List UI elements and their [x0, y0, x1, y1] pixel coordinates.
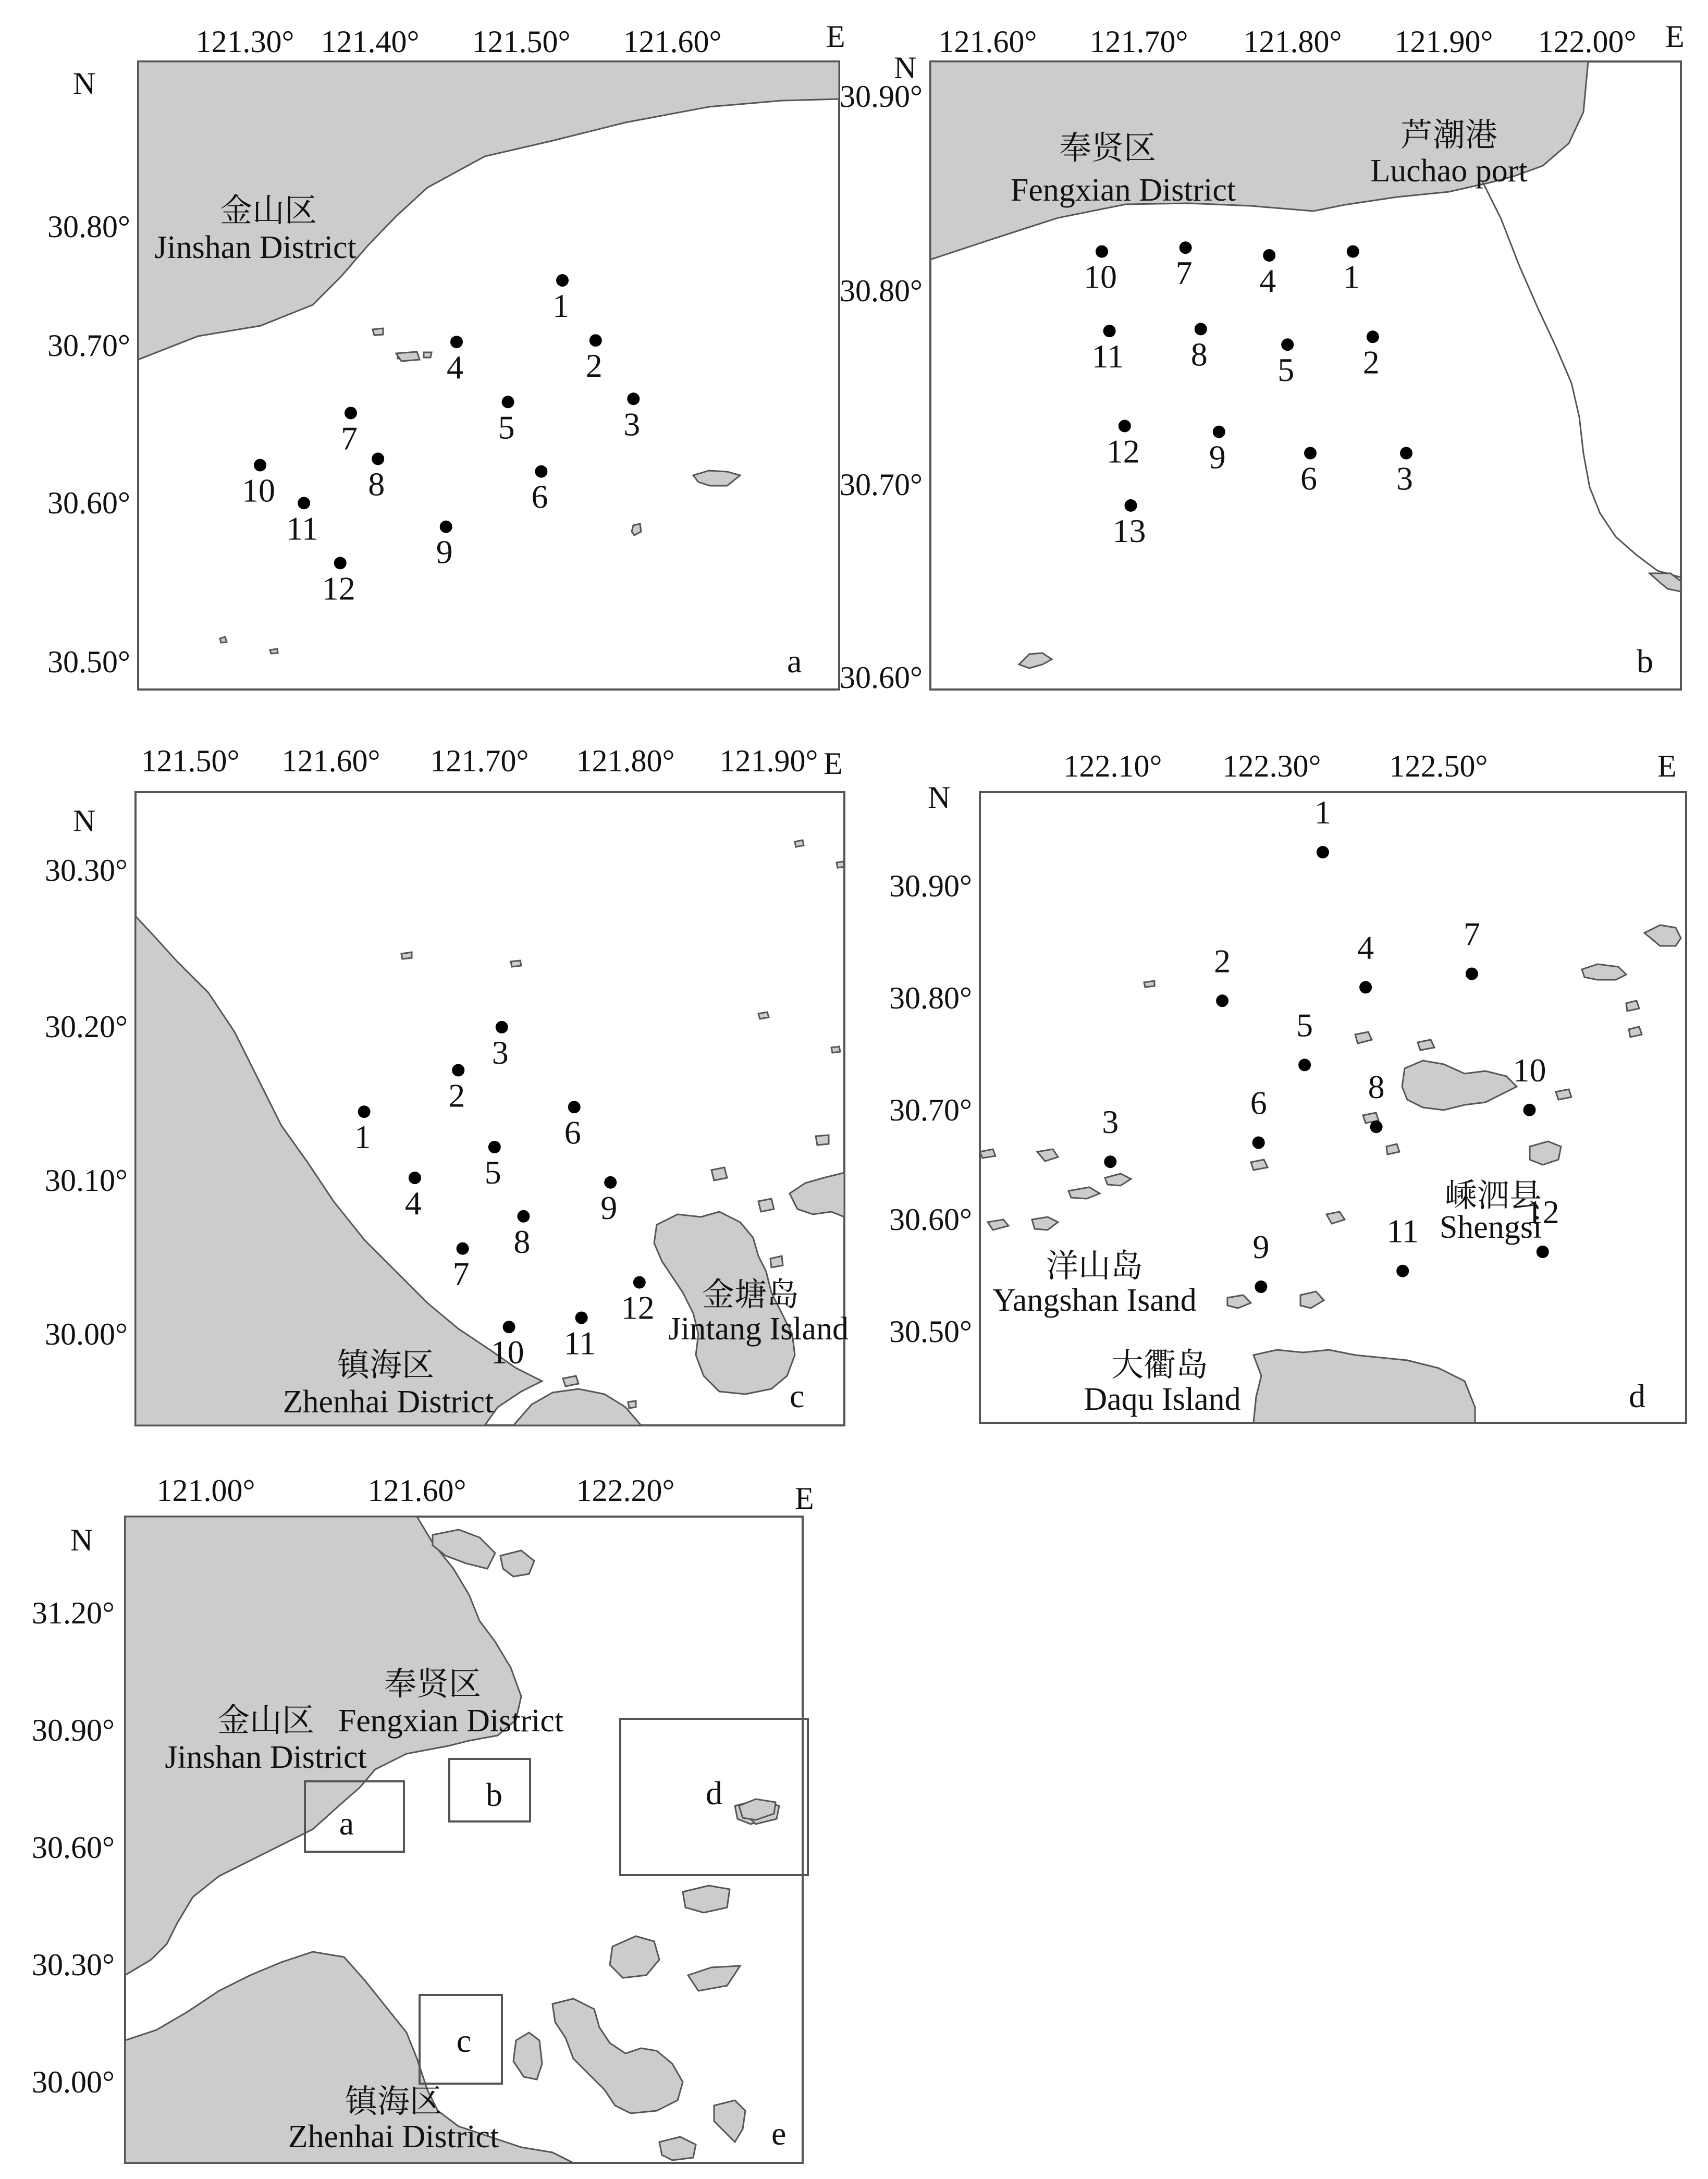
station-point [457, 1242, 469, 1255]
station-label: 5 [1277, 351, 1295, 389]
panel-c-islet [758, 1199, 774, 1212]
station-point [1304, 447, 1317, 460]
panel-d [889, 749, 1686, 1423]
station-point [1537, 1246, 1549, 1258]
station-point [1104, 1155, 1116, 1168]
station-label: 12 [1526, 1193, 1559, 1230]
station-point [604, 1176, 617, 1189]
station-label: 12 [621, 1289, 655, 1326]
panel-c-lat-tick-label: 30.20° [45, 1010, 128, 1044]
panel-c-north-label: N [73, 804, 96, 838]
panel-b-district-en: Fengxian District [1010, 173, 1236, 208]
station-label: 4 [404, 1185, 422, 1222]
station-point [1359, 981, 1372, 993]
panel-c-islet [563, 1376, 579, 1386]
panel-e-lat-tick-label: 30.90° [32, 1713, 115, 1747]
station-point [450, 336, 463, 348]
station-label: 11 [1386, 1212, 1419, 1250]
panel-c-islet [770, 1256, 783, 1267]
station-label: 1 [354, 1118, 371, 1156]
panel-a-north-label: N [73, 66, 96, 101]
panel-c-lat-tick-label: 30.00° [45, 1317, 128, 1351]
station-label: 11 [563, 1324, 596, 1362]
station-point [633, 1276, 646, 1289]
station-label: 1 [1314, 794, 1331, 831]
panel-a-district-cn: 金山区 [219, 193, 317, 229]
panel-b-lon-tick-label: 121.80° [1243, 24, 1342, 59]
station-point [1523, 1104, 1536, 1116]
station-point [1298, 1058, 1311, 1071]
panel-c-islet [511, 961, 521, 967]
station-label: 4 [1357, 929, 1374, 966]
panel-d-lon-tick-label: 122.10° [1063, 749, 1162, 783]
station-point [1317, 846, 1329, 858]
station-point [1367, 330, 1379, 343]
panel-c-lon-tick-label: 121.90° [719, 744, 818, 778]
station-point [556, 274, 569, 287]
panel-e-lon-tick-label: 122.20° [576, 1473, 675, 1508]
panel-e-north-label: N [70, 1523, 93, 1557]
station-label: 9 [436, 533, 453, 571]
panel-e [32, 1473, 814, 2163]
panel-c-lat-tick-label: 30.30° [45, 853, 128, 888]
station-point [575, 1312, 588, 1324]
panel-a-islet [424, 352, 432, 358]
station-label: 10 [1513, 1051, 1546, 1089]
panel-e-lon-tick-label: 121.60° [367, 1473, 466, 1508]
station-point [298, 497, 310, 509]
station-point [1255, 1281, 1267, 1293]
panel-a-lon-tick-label: 121.40° [321, 24, 420, 59]
panel-b-lat-tick-label: 30.80° [840, 274, 923, 308]
station-point [372, 452, 384, 465]
panel-c-islet [711, 1167, 727, 1180]
panel-e-east-label: E [795, 1481, 814, 1516]
station-label: 10 [1084, 258, 1117, 296]
station-label: 4 [1259, 262, 1276, 299]
panel-c-letter: c [790, 1377, 805, 1414]
station-point [1125, 499, 1137, 512]
panel-e-fengxian-cn: 奉贤区 [384, 1667, 482, 1702]
panel-d-daqu-cn: 大衢岛 [1111, 1348, 1209, 1383]
station-label: 5 [484, 1154, 501, 1191]
panel-b-north-label: N [894, 51, 917, 85]
panel-b-lat-tick-label: 30.90° [840, 79, 923, 114]
panel-d-islet [1386, 1144, 1399, 1154]
station-label: 8 [513, 1223, 531, 1260]
panel-d-daqu-en: Daqu Island [1084, 1382, 1241, 1417]
station-label: 7 [1463, 915, 1480, 953]
panel-c-island-en: Jintang Island [668, 1311, 849, 1347]
station-label: 6 [531, 478, 548, 515]
panel-e-island [683, 1886, 730, 1913]
panel-c-east-label: E [824, 746, 843, 781]
station-label: 3 [1102, 1103, 1119, 1141]
panel-c-lon-tick-label: 121.70° [430, 744, 529, 778]
station-point [1213, 426, 1225, 438]
panel-d-yangshan-en: Yangshan Isand [992, 1283, 1197, 1318]
panel-d-islet [1629, 1027, 1642, 1037]
station-label: 5 [1296, 1006, 1313, 1044]
panel-c-lon-tick-label: 121.80° [576, 744, 675, 778]
panel-c-islet [401, 952, 412, 959]
panel-c-islet [628, 1401, 636, 1408]
station-point [1252, 1137, 1265, 1149]
panel-a-islet [373, 328, 383, 335]
panel-a-lat-tick-label: 30.80° [47, 210, 130, 244]
station-label: 3 [491, 1033, 509, 1071]
station-point [1263, 249, 1275, 262]
station-point [488, 1141, 501, 1153]
panel-c-lon-tick-label: 121.60° [281, 744, 380, 778]
panel-c-district-en: Zhenhai District [282, 1384, 494, 1420]
panel-c-lon-tick-label: 121.50° [141, 744, 240, 778]
station-label: 3 [623, 405, 641, 443]
panel-e-lat-tick-label: 30.60° [32, 1830, 115, 1865]
station-label: 7 [1175, 254, 1193, 292]
station-label: 9 [1209, 438, 1226, 476]
panel-b-lat-tick-label: 30.70° [840, 467, 923, 502]
panel-b-lon-tick-label: 121.60° [938, 24, 1037, 59]
station-label: 2 [1362, 343, 1380, 381]
station-point [1370, 1121, 1383, 1133]
station-point [1400, 447, 1412, 460]
station-label: 12 [1106, 433, 1140, 470]
panel-c-islet [837, 861, 844, 868]
panel-a-district-en: Jinshan District [154, 230, 357, 265]
panel-b-lat-tick-label: 30.60° [840, 660, 923, 695]
station-point [1103, 325, 1116, 337]
panel-d-islet [1626, 1001, 1639, 1011]
station-point [517, 1210, 530, 1223]
station-point [452, 1064, 464, 1077]
panel-a-islet [220, 637, 227, 643]
panel-d-islet [1418, 1040, 1434, 1050]
panel-c [45, 744, 849, 1425]
panel-e-fengxian-en: Fengxian District [338, 1703, 564, 1739]
station-label: 5 [498, 409, 515, 446]
panel-a-islet [396, 352, 420, 361]
panel-e-jinshan-en: Jinshan District [165, 1740, 367, 1775]
station-label: 13 [1112, 512, 1146, 549]
panel-b-east-label: E [1665, 19, 1685, 54]
panel-e-inset-label: d [706, 1775, 722, 1812]
station-point [1096, 245, 1108, 258]
station-point [1119, 420, 1131, 432]
panel-e-inset-label: a [339, 1805, 354, 1842]
panel-e-lat-tick-label: 30.00° [32, 2065, 115, 2099]
station-label: 8 [368, 465, 385, 503]
station-point [1466, 968, 1478, 980]
panel-d-lat-tick-label: 30.50° [889, 1314, 972, 1349]
panel-d-lon-tick-label: 122.30° [1222, 749, 1321, 783]
station-label: 9 [600, 1189, 618, 1226]
station-label: 7 [452, 1255, 470, 1292]
station-point [627, 392, 640, 405]
panel-a-lon-tick-label: 121.60° [623, 24, 722, 59]
station-label: 11 [286, 510, 318, 547]
panel-d-lat-tick-label: 30.70° [889, 1093, 972, 1127]
station-label: 6 [564, 1114, 581, 1151]
station-label: 2 [1214, 942, 1231, 980]
panel-b [840, 19, 1685, 695]
station-point [496, 1021, 508, 1033]
panel-e-inset-label: c [456, 2022, 472, 2059]
panel-c-islet [816, 1135, 829, 1145]
station-label: 10 [242, 472, 275, 509]
panel-c-island-cn: 金塘岛 [702, 1277, 800, 1313]
panel-d-lat-tick-label: 30.80° [889, 981, 972, 1015]
panel-e-jinshan-cn: 金山区 [217, 1703, 315, 1739]
station-point [409, 1172, 421, 1184]
panel-e-zhenhai-en: Zhenhai District [288, 2119, 499, 2155]
station-label: 4 [447, 349, 463, 386]
panel-d-north-label: N [928, 780, 951, 815]
station-label: 11 [1091, 338, 1124, 375]
station-label: 2 [585, 347, 603, 385]
station-point [503, 1321, 515, 1333]
panel-d-lon-tick-label: 122.50° [1389, 749, 1488, 783]
station-label: 8 [1190, 336, 1208, 373]
panel-a-islet [270, 649, 278, 654]
panel-d-islet [1251, 1160, 1268, 1170]
station-label: 3 [1396, 460, 1413, 497]
station-point [345, 407, 357, 420]
station-point [1281, 338, 1294, 351]
panel-a [47, 19, 845, 690]
station-label: 10 [490, 1334, 524, 1371]
station-label: 12 [322, 570, 355, 607]
panel-a-lat-tick-label: 30.70° [47, 328, 130, 363]
panel-d-frame [980, 792, 1686, 1423]
panel-d-yangshan-cn: 洋山岛 [1046, 1249, 1144, 1284]
station-point [535, 465, 547, 478]
panel-b-lon-tick-label: 121.90° [1394, 24, 1493, 59]
station-point [568, 1101, 581, 1113]
panel-a-lon-tick-label: 121.50° [472, 24, 571, 59]
station-label: 1 [552, 287, 569, 324]
station-label: 8 [1368, 1068, 1385, 1106]
station-point [1179, 241, 1192, 254]
panel-e-lat-tick-label: 31.20° [32, 1596, 115, 1630]
station-label: 1 [1343, 258, 1360, 296]
station-label: 6 [1250, 1084, 1267, 1122]
panel-b-port-en: Luchao port [1370, 153, 1528, 189]
panel-b-port-cn: 芦潮港 [1400, 118, 1498, 153]
station-point [1396, 1265, 1409, 1277]
panel-d-lat-tick-label: 30.60° [889, 1202, 972, 1237]
panel-e-letter: e [771, 2115, 787, 2152]
panel-a-letter: a [787, 643, 802, 680]
station-label: 7 [341, 420, 358, 457]
panel-a-lat-tick-label: 30.60° [47, 486, 130, 520]
panel-d-shengsi-en: Shengsi [1439, 1210, 1542, 1245]
panel-b-lon-tick-label: 121.70° [1089, 24, 1188, 59]
station-point [502, 396, 514, 408]
station-point [1216, 994, 1228, 1007]
panel-c-district-cn: 镇海区 [337, 1348, 435, 1383]
panel-d-east-label: E [1657, 749, 1677, 783]
panel-c-islet [758, 1012, 769, 1019]
station-point [1347, 245, 1359, 258]
station-point [1195, 323, 1207, 335]
station-label: 2 [448, 1077, 465, 1114]
panel-c-islet [795, 840, 804, 847]
panel-e-lat-tick-label: 30.30° [32, 1948, 115, 1982]
station-point [440, 521, 452, 533]
panel-a-lat-tick-label: 30.50° [47, 645, 130, 679]
panel-d-islet [1556, 1089, 1571, 1100]
panel-e-lon-tick-label: 121.00° [156, 1473, 255, 1508]
panel-e-inset-label: b [486, 1776, 502, 1813]
panel-c-lat-tick-label: 30.10° [45, 1163, 128, 1198]
panel-a-lon-tick-label: 121.30° [195, 24, 294, 59]
panel-a-east-label: E [826, 19, 845, 54]
station-label: 6 [1300, 460, 1317, 497]
station-point [254, 459, 266, 472]
panel-b-lon-tick-label: 122.00° [1538, 24, 1637, 59]
panel-d-lat-tick-label: 30.90° [889, 869, 972, 903]
station-point [334, 557, 347, 569]
panel-d-letter: d [1629, 1377, 1645, 1414]
panel-b-letter: b [1637, 643, 1653, 680]
panel-d-islet [1144, 981, 1154, 987]
station-label: 9 [1252, 1228, 1270, 1265]
panel-c-islet [831, 1047, 840, 1053]
panel-e-zhenhai-cn: 镇海区 [345, 2084, 443, 2120]
station-point [358, 1105, 371, 1118]
panel-b-district-cn: 奉贤区 [1059, 131, 1157, 166]
panel-d-shengsi-cn: 嵊泗县 [1444, 1178, 1542, 1214]
station-point [589, 334, 602, 347]
